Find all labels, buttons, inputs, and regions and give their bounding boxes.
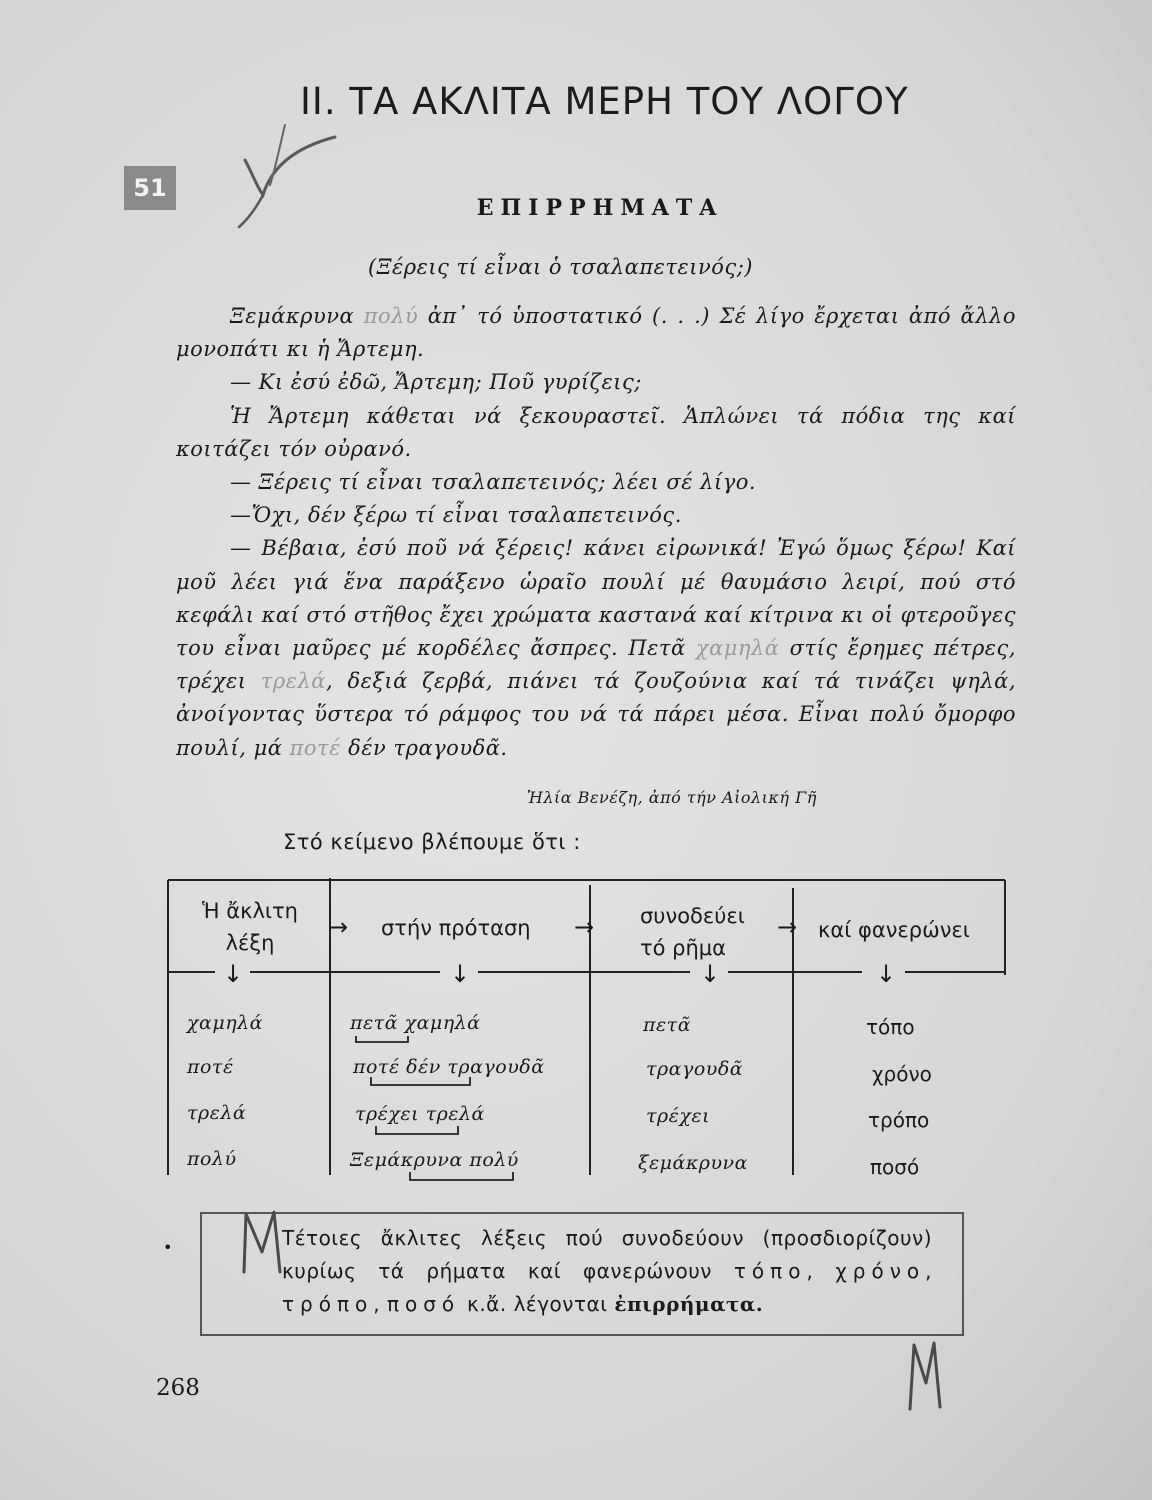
story-text: δέν τραγουδᾶ. xyxy=(340,735,508,760)
table-cell-phrase: ποτέ δέν τραγουδᾶ xyxy=(353,1056,545,1078)
story-text: στίς ἔρημες πέτρες, τρέχει xyxy=(176,636,1016,694)
table-cell-verb: ξεμάκρυνα xyxy=(638,1152,748,1174)
table-cell-meaning: τρόπο xyxy=(868,1108,930,1132)
header-word-line1: Ἡ ἄκλιτη xyxy=(202,899,298,923)
story-text: , δεξιά ζερβά, πιάνει τά ζουζούνια καί τά τινάζει ψηλά, ἀνοίγοντας ὕστερα τό ράμφος του νά τά πάρει μέσα. Εἶναι πολύ ὄμορφο πουλί, μά xyxy=(176,669,1016,760)
table-cell-word: πολύ xyxy=(187,1148,237,1170)
story-text: — Βέβαια, ἐσύ ποῦ νά ξέρεις! κάνει εἰρωνικά! Ἐγώ ὅμως ξέρω! Καί μοῦ λέει γιά ἕνα παράξενο ὡραῖο πουλί μέ θαυμάσιο λειρί, πού στό κεφάλι καί στό στῆθος ἔχει χρώματα καστανά καί κίτρινα κι οἱ φτεροῦγες του εἶναι μαῦρες μέ κορδέλες ἄσπρες. Πετᾶ xyxy=(176,536,1016,661)
table-cell-phrase: τρέχει τρελά xyxy=(355,1103,485,1125)
table-cell-verb: τρέχει xyxy=(646,1105,711,1127)
arrow-down-icon: ↓ xyxy=(450,960,471,988)
header-word-line2: λέξη xyxy=(225,931,275,955)
rule-text-part: , xyxy=(925,1259,932,1283)
story-text: ἀπ᾿ τό ὑποστατικό (. . .) Σέ λίγο ἔρχεται ἀπό ἄλλο μονοπάτι κι ἡ Ἄρτεμη. xyxy=(176,304,1016,362)
handwritten-m-icon xyxy=(900,1335,950,1415)
story-paragraph: Ἡ Ἄρτεμη κάθεται νά ξεκουραστεῖ. Ἁπλώνει τά πόδια της καί κοιτάζει τόν οὐρανό. xyxy=(176,403,1016,461)
rule-spaced-word: τρόπο xyxy=(282,1292,374,1316)
header-verb-line2: τό ρῆμα xyxy=(640,936,727,960)
header-verb xyxy=(640,900,745,964)
story-paragraph: — Ξέρεις τί εἶναι τσαλαπετεινός; λέει σέ λίγο. xyxy=(230,470,757,495)
header-word xyxy=(170,895,330,959)
faded-word: τρελά xyxy=(260,669,326,694)
section-number-badge: 51 xyxy=(124,166,176,210)
table-cell-verb: τραγουδᾶ xyxy=(646,1058,744,1080)
faded-word: πολύ xyxy=(363,304,419,328)
table-intro: Στό κείμενο βλέπουμε ὅτι : xyxy=(283,830,581,854)
story-paragraph: —Ὄχι, δέν ξέρω τί εἶναι τσαλαπετεινός. xyxy=(230,503,682,528)
table-cell-verb: πετᾶ xyxy=(643,1014,692,1036)
table-cell-meaning: ποσό xyxy=(870,1155,920,1179)
rule-text-part: κ.ἄ. λέγονται xyxy=(460,1292,615,1316)
arrow-down-icon: ↓ xyxy=(223,960,244,988)
epigraph: (Ξέρεις τί εἶναι ὁ τσαλαπετεινός;) xyxy=(368,255,753,279)
table-cell-meaning: χρόνο xyxy=(872,1062,932,1086)
arrow-down-icon: ↓ xyxy=(700,960,721,988)
table-cell-phrase: πετᾶ χαμηλά xyxy=(350,1012,481,1034)
arrow-down-icon: ↓ xyxy=(876,960,897,988)
faded-word: ποτέ xyxy=(289,735,341,760)
story-paragraph: — Κι ἐσύ ἐδῶ, Ἄρτεμη; Ποῦ γυρίζεις; xyxy=(230,370,642,395)
table-cell-meaning: τόπο xyxy=(866,1015,915,1039)
rule-text-part: Τέτοιες ἄκλιτες λέξεις πού συνοδεύουν (προσδιορίζουν) κυρίως τά ρήματα καί φανερώνουν xyxy=(282,1226,932,1283)
faded-word: χαμηλά xyxy=(695,636,780,661)
rule-term: ἐπιρρήματα. xyxy=(614,1292,764,1316)
rule-spaced-word: ποσό xyxy=(386,1292,461,1316)
chapter-title: II. ΤΑ ΑΚΛΙΤΑ ΜΕΡΗ ΤΟΥ ΛΟΓΟΥ xyxy=(300,80,909,123)
rule-spaced-word: χρόνο xyxy=(835,1259,926,1283)
page-number: 268 xyxy=(156,1375,200,1401)
table-cell-word: ποτέ xyxy=(187,1056,234,1078)
table-cell-word: τρελά xyxy=(187,1102,247,1124)
rule-text-part: , xyxy=(806,1259,836,1283)
section-heading: ΕΠΙΡΡΗΜΑΤΑ xyxy=(476,195,724,221)
story-text: Ξεμάκρυνα xyxy=(230,304,364,328)
arrow-right-icon: → xyxy=(574,913,595,941)
attribution: Ἡλία Βενέζη, ἀπό τήν Αἰολική Γῆ xyxy=(527,788,817,807)
table-cell-phrase: Ξεμάκρυνα πολύ xyxy=(350,1149,519,1171)
arrow-right-icon: → xyxy=(328,913,349,941)
arrow-right-icon: → xyxy=(777,913,798,941)
bullet-dot: • xyxy=(163,1238,173,1257)
header-meaning: καί φανερώνει xyxy=(818,918,970,942)
header-verb-line1: συνοδεύει xyxy=(640,904,745,928)
rule-text-part: , xyxy=(373,1292,387,1316)
rule-spaced-word: τόπο xyxy=(733,1259,807,1283)
rule-text xyxy=(282,1222,932,1321)
header-sentence: στήν πρόταση xyxy=(381,916,531,940)
table-cell-word: χαμηλά xyxy=(187,1012,263,1034)
